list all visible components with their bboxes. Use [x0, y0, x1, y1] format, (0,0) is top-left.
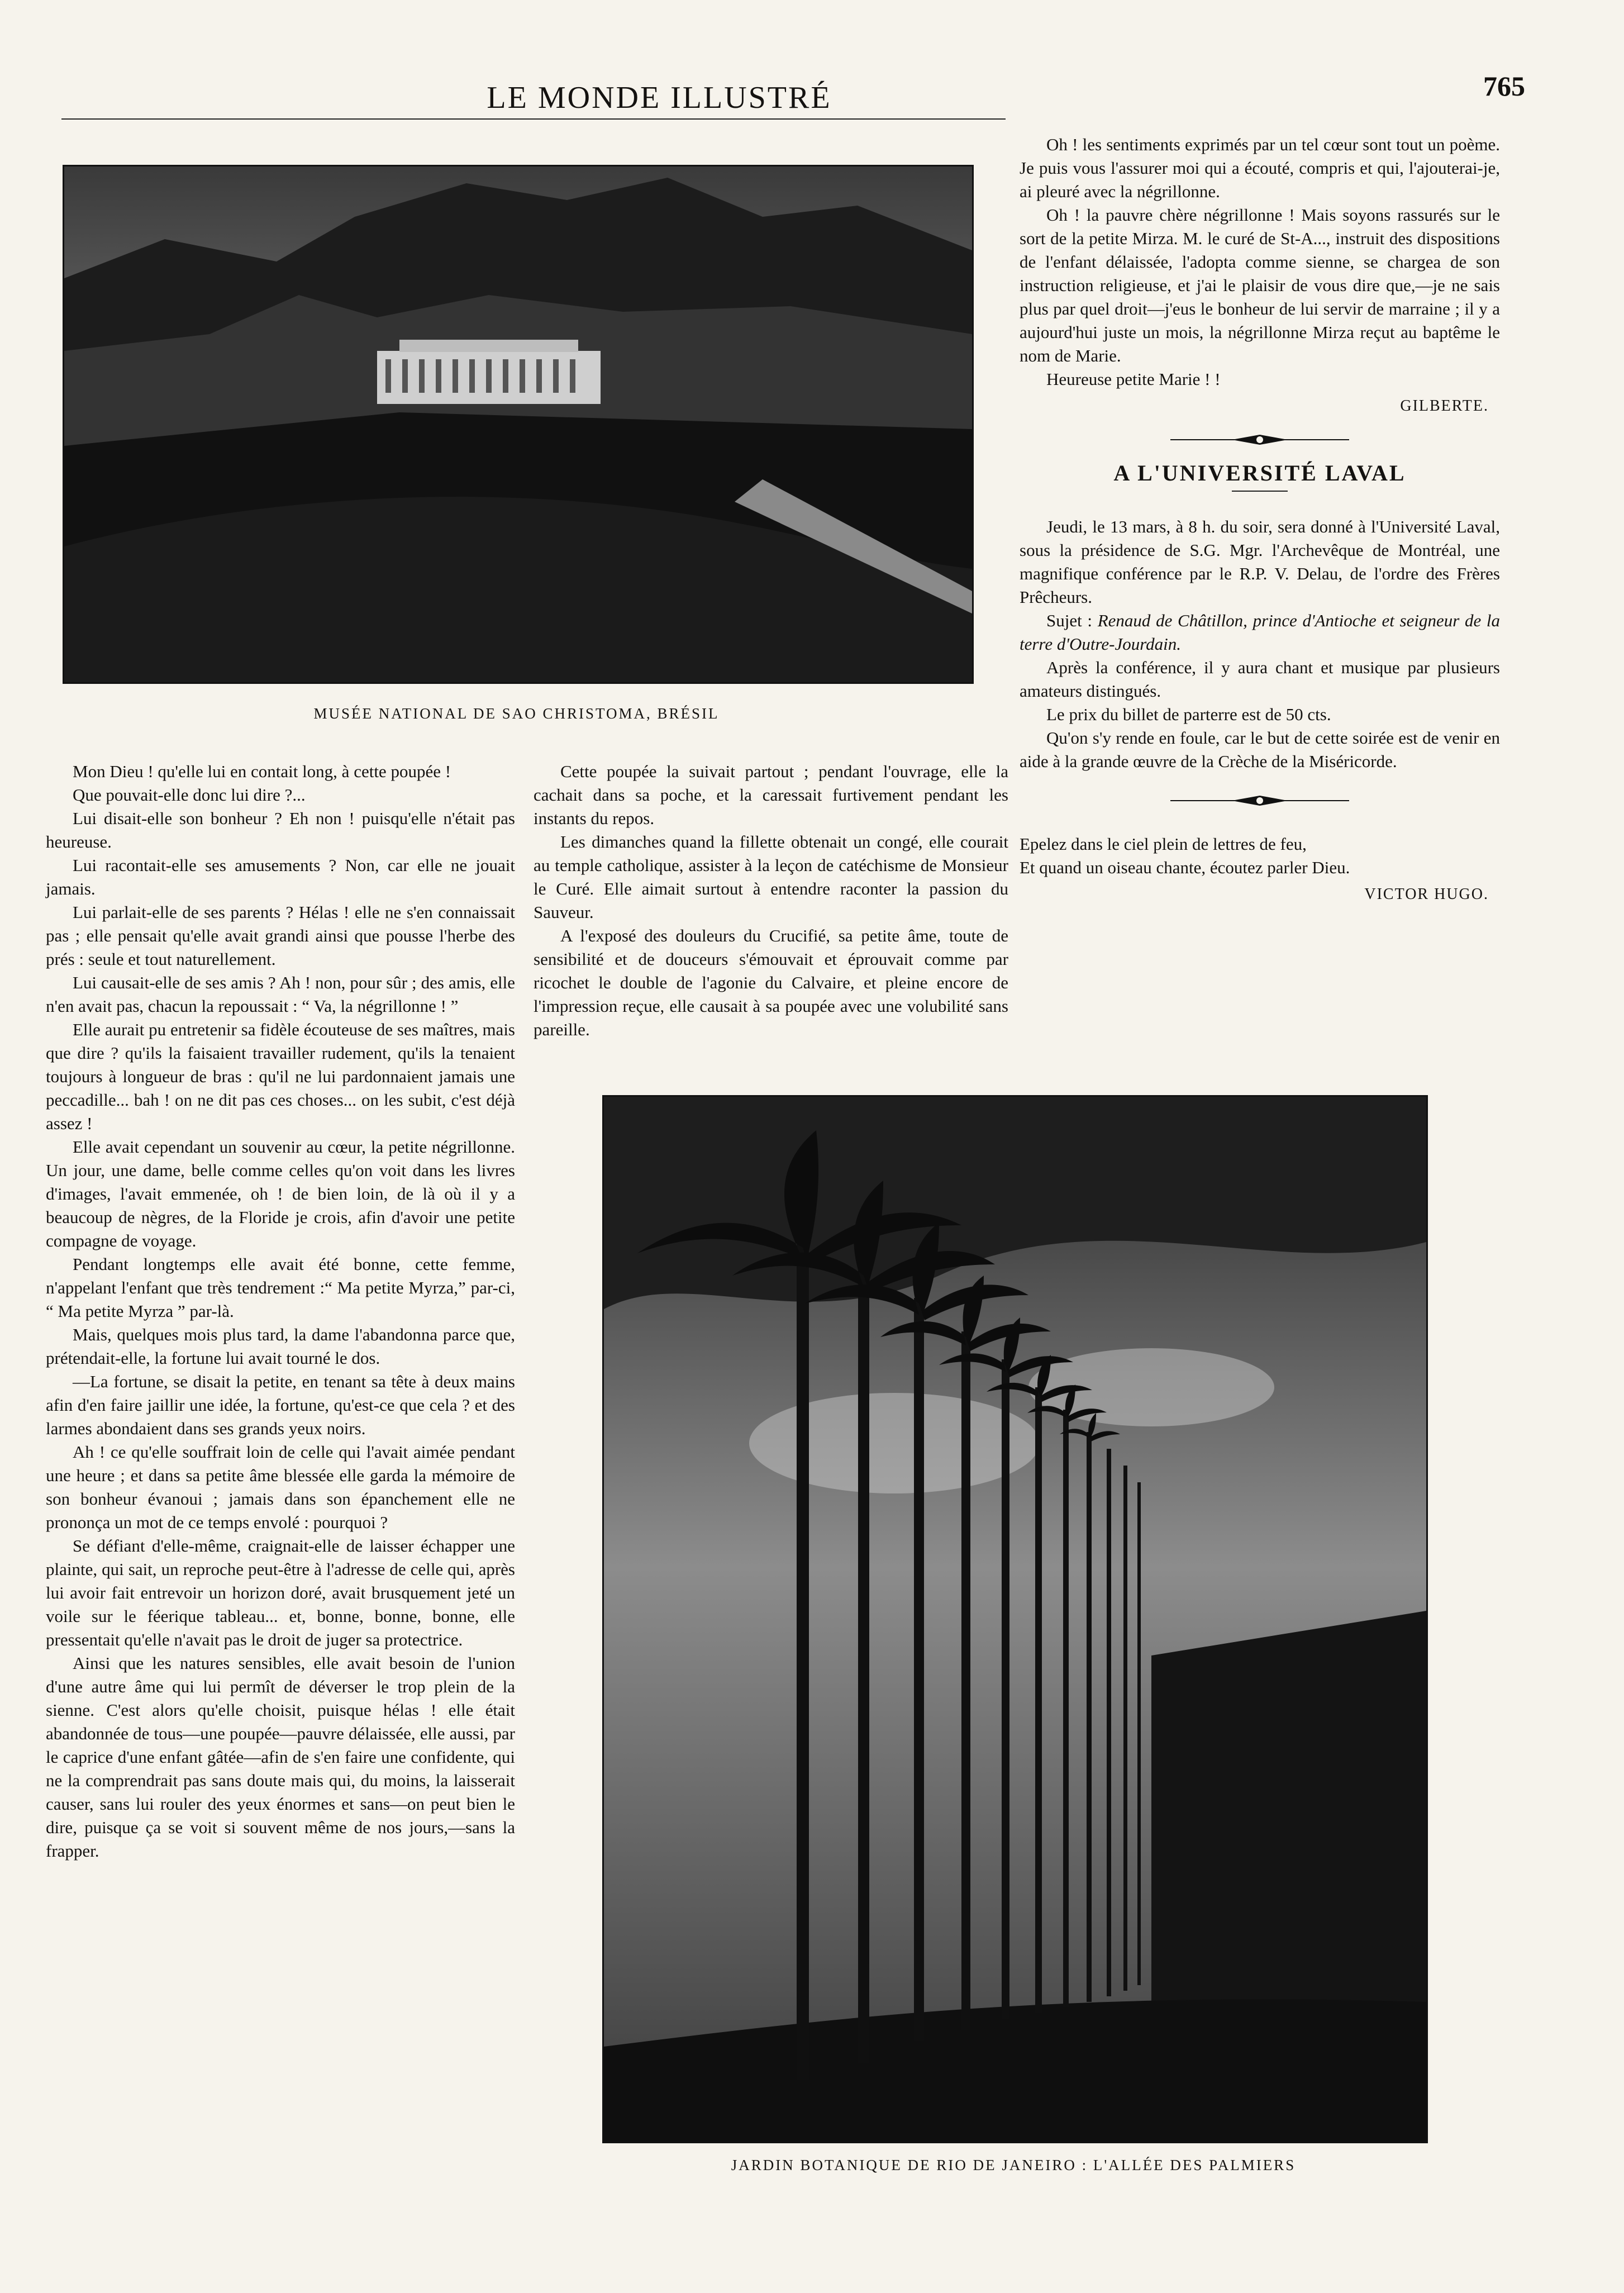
masthead: LE MONDE ILLUSTRÉ [487, 80, 832, 115]
paragraph: Oh ! la pauvre chère négrillonne ! Mais soyons rassurés sur le sort de la petite Mirza. M. le curé de St-A..., instruit des dispositions de l'enfant délaissée, l'adopta comme sienne, se chargea de son instruction religieuse, et j'ai le plaisir de vous dire que,—je ne sais plus par quel droit—j'eus le bonheur de lui servir de marraine ; il y a aujourd'hui juste un mois, la négrillonne Mirza reçut au baptême le nom de Marie. [1020, 205, 1500, 365]
palm-caption: JARDIN BOTANIQUE DE RIO DE JANEIRO : L'ALLÉE DES PALMIERS [731, 2157, 1296, 2173]
verse-quote [1020, 832, 1500, 906]
paragraph: Ainsi que les natures sensibles, elle avait besoin de l'union d'une autre âme qui lui permît de déverser le trop plein de la sienne. C'est alors qu'elle choisit, puisque hélas ! elle était abandonnée de tous—une poupée—pauvre délaissée, elle aussi, par le caprice d'une enfant gâtée—afin de s'en faire une confidente, qui ne la comprendrait pas sans doute mais qui, du moins, la laisserait causer, sans lui rouler des yeux énormes et sans—on peut bien le dire, puisque ça se voit si souvent même de nos jours,—sans la frapper. [46, 1653, 515, 1861]
title-rule [1232, 491, 1288, 492]
signature-gilberte: GILBERTE. [1400, 397, 1489, 415]
museum-illustration [64, 166, 972, 682]
paragraph: Se défiant d'elle-même, craignait-elle de laisser échapper une plainte, qui sait, un reproche peut-être à l'adresse de celle qui, après lui avoir fait entrevoir un horizon doré, avait brusquement jeté un voile sur le féerique tableau... et, bonne, bonne, bonne, elle pressentait qu'elle n'avait pas le droit de juger sa protectrice. [46, 1536, 515, 1649]
column-2 [534, 760, 1008, 1041]
paragraph: Lui causait-elle de ses amis ? Ah ! non, pour sûr ; des amis, elle n'en avait pas, chacun la repoussait : “ Va, la négrillonne ! ” [46, 973, 515, 1016]
paragraph: Lui racontait-elle ses amusements ? Non, car elle ne jouait jamais. [46, 855, 515, 898]
palm-illustration [604, 1097, 1426, 2142]
page-header [61, 70, 1525, 120]
page-number: 765 [1483, 70, 1525, 102]
header-rule [61, 118, 1006, 120]
subject-text: Renaud de Châtillon, prince d'Antioche et seigneur de la terre d'Outre-Jourdain. [1020, 611, 1501, 654]
paragraph: Lui parlait-elle de ses parents ? Hélas ! elle ne s'en connaissait pas ; elle pensait qu'elle avait grandi ainsi que pousse l'herbe des prés : seule et tout naturellement. [46, 902, 515, 969]
paragraph: Le prix du billet de parterre est de 50 cts. [1046, 705, 1331, 724]
ornament-divider [1170, 432, 1349, 447]
paragraph: Après la conférence, il y aura chant et musique par plusieurs amateurs distingués. [1020, 658, 1500, 701]
paragraph: —La fortune, se disait la petite, en tenant sa tête à deux mains afin d'en faire jaillir une idée, la fortune, qu'est-ce que cela ? et des larmes abondaient dans ses grands yeux noirs. [46, 1372, 515, 1438]
verse-line: Et quand un oiseau chante, écoutez parler Dieu. [1020, 858, 1350, 877]
verse-author: VICTOR HUGO. [1364, 886, 1489, 903]
paragraph: A l'exposé des douleurs du Crucifié, sa petite âme, toute de sensibilité et de douceurs s'émouvait et éprouvait comme par ricochet le double de l'agonie du Calvaire, et pleine encore de l'impression reçue, elle causait à sa poupée avec une volubilité sans pareille. [534, 926, 1008, 1039]
museum-photo [63, 165, 974, 684]
paragraph: Jeudi, le 13 mars, à 8 h. du soir, sera donné à l'Université Laval, sous la présidence de S.G. Mgr. l'Archevêque de Montréal, une magnifique conférence par le R.P. V. Delau, de l'ordre des Frères Prêcheurs. [1020, 517, 1500, 607]
paragraph: Cette poupée la suivait partout ; pendant l'ouvrage, elle la cachait dans sa poche, et la caressait furtivement pendant les instants du repos. [534, 762, 1008, 828]
paragraph: Les dimanches quand la fillette obtenait un congé, elle courait au temple catholique, assister à la leçon de catéchisme de Monsieur le Curé. Elle aimait surtout à entendre raconter la passion du Sauveur. [534, 832, 1008, 922]
section-title: A L'UNIVERSITÉ LAVAL [1113, 460, 1406, 486]
paragraph: Pendant longtemps elle avait été bonne, cette femme, n'appelant l'enfant que très tendrement :“ Ma petite Myrza,” par-ci, “ Ma petite Myrza ” par-là. [46, 1254, 515, 1321]
verse-line: Epelez dans le ciel plein de lettres de feu, [1020, 834, 1307, 854]
paragraph: Ah ! ce qu'elle souffrait loin de celle qui l'avait aimée pendant une heure ; et dans sa petite âme blessée elle garda la mémoire de son bonheur évanoui ; jamais dans son épanchement elle ne prononça un mot de ce temps envolé : pourquoi ? [46, 1442, 515, 1532]
ornament-divider [1170, 793, 1349, 808]
subject-label: Sujet : [1046, 611, 1093, 630]
column-3 [1020, 133, 1500, 906]
paragraph: Mais, quelques mois plus tard, la dame l'abandonna parce que, prétendait-elle, la fortune lui avait tourné le dos. [46, 1325, 515, 1368]
paragraph: Qu'on s'y rende en foule, car le but de cette soirée est de venir en aide à la grande œuvre de la Crèche de la Miséricorde. [1020, 728, 1500, 771]
subject-line [1020, 609, 1500, 656]
paragraph: Mon Dieu ! qu'elle lui en contait long, à cette poupée ! [73, 762, 451, 781]
paragraph: Oh ! les sentiments exprimés par un tel cœur sont tout un poème. Je puis vous l'assurer moi qui a écouté, compris et qui, l'ajouterai-je, ai pleuré avec la négrillonne. [1020, 135, 1500, 201]
column-1 [46, 760, 515, 1863]
museum-caption: MUSÉE NATIONAL DE SAO CHRISTOMA, BRÉSIL [313, 705, 720, 722]
paragraph: Que pouvait-elle donc lui dire ?... [73, 785, 306, 805]
paragraph: Lui disait-elle son bonheur ? Eh non ! puisqu'elle n'était pas heureuse. [46, 808, 515, 851]
palm-avenue-photo [602, 1095, 1428, 2143]
paragraph: Elle aurait pu entretenir sa fidèle écouteuse de ses maîtres, mais que dire ? qu'ils la faisaient travailler rudement, qu'ils la tenaient toujours à longueur de bras : qu'il ne lui pardonnaient jamais une peccadille... bah ! on ne dit pas ces choses... on les subit, c'est déjà assez ! [46, 1020, 515, 1133]
paragraph: Elle avait cependant un souvenir au cœur, la petite négrillonne. Un jour, une dame, belle comme celles qu'on voit dans les livres d'images, l'avait emmenée, oh ! de bien loin, de là où il y a beaucoup de nègres, de la Floride je crois, afin d'avoir une petite compagne de voyage. [46, 1137, 515, 1250]
paragraph: Heureuse petite Marie ! ! [1046, 369, 1221, 389]
